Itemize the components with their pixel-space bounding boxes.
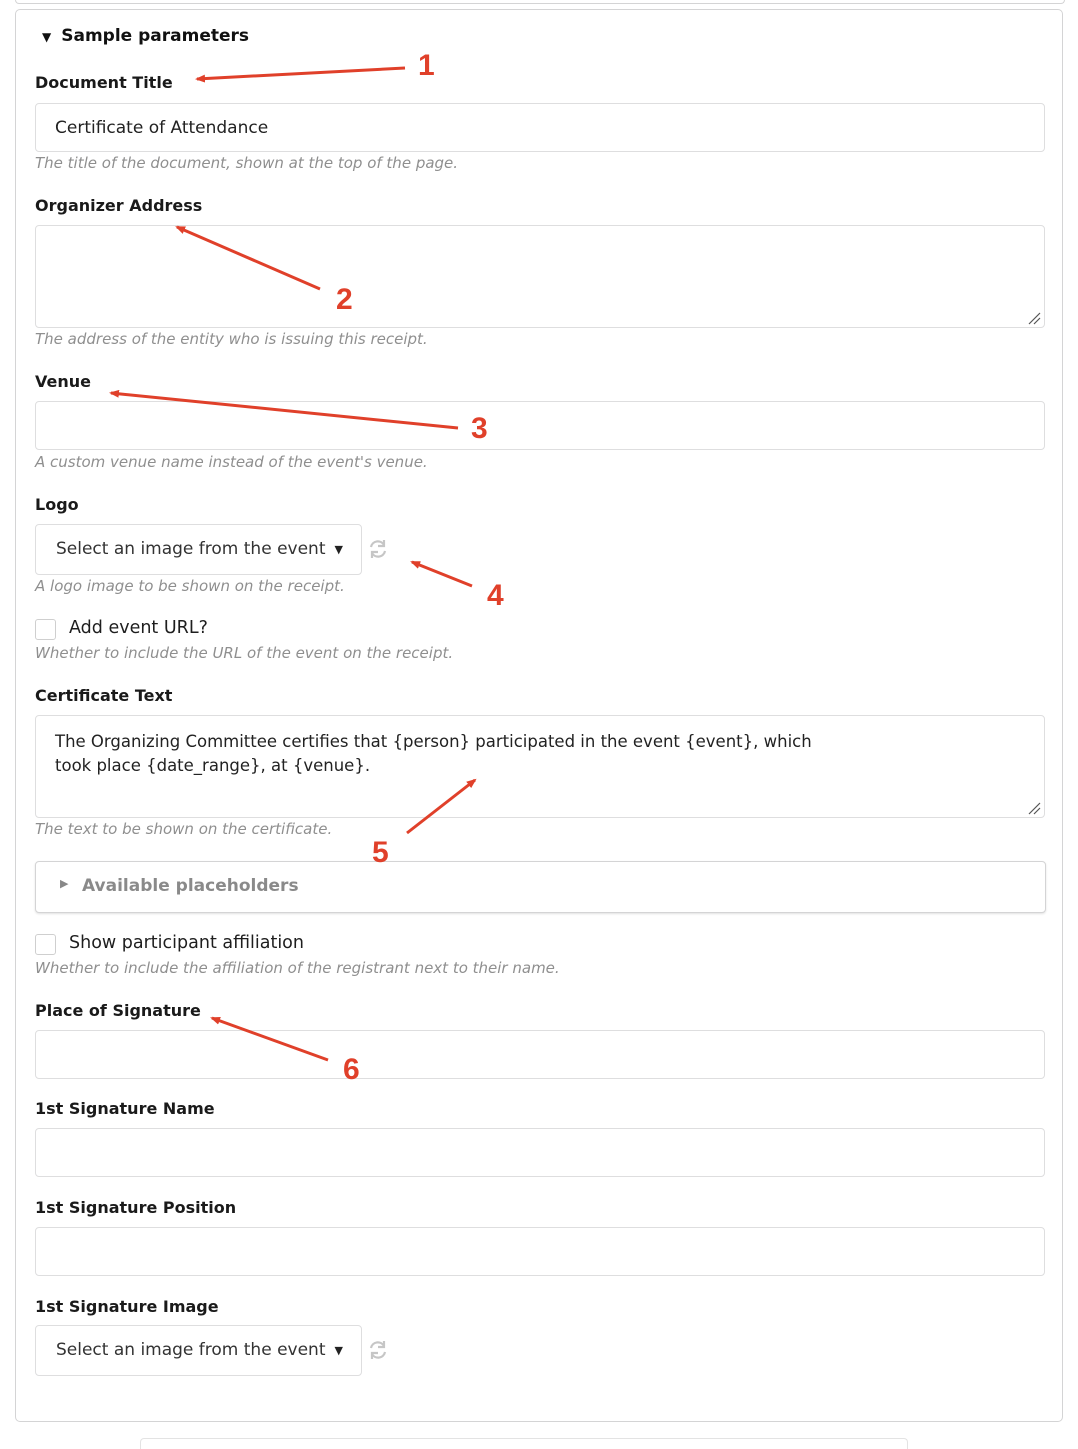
- annotation-arrow-1: [197, 68, 405, 79]
- annotation-arrow-2: [177, 227, 320, 289]
- annotation-arrow-6: [212, 1018, 328, 1060]
- sig1-name-label: 1st Signature Name: [35, 1099, 215, 1118]
- logo-label: Logo: [35, 495, 79, 514]
- venue-label: Venue: [35, 372, 91, 391]
- annotation-number-6: 6: [343, 1053, 360, 1086]
- annotation-number-4: 4: [487, 579, 504, 612]
- document-title-hint: The title of the document, shown at the top of the page.: [35, 154, 459, 172]
- caret-right-icon: ▶: [60, 877, 69, 890]
- certificate-text-line-1: The Organizing Committee certifies that {person} participated in the event {event}, which: [55, 732, 812, 751]
- section-title: Sample parameters: [61, 26, 250, 46]
- annotation-number-1: 1: [418, 49, 435, 82]
- annotation-number-2: 2: [336, 283, 353, 316]
- certificate-text-line-2: took place {date_range}, at {venue}.: [55, 756, 371, 775]
- show-affiliation-label[interactable]: Show participant affiliation: [69, 933, 304, 953]
- venue-hint: A custom venue name instead of the event's venue.: [35, 453, 428, 471]
- caret-down-icon: ▼: [42, 30, 52, 44]
- dropdown-arrow-icon: ▼: [334, 1344, 343, 1357]
- annotation-arrow-3: [111, 393, 458, 428]
- place-of-signature-label: Place of Signature: [35, 1001, 201, 1020]
- dropdown-arrow-icon: ▼: [334, 543, 343, 556]
- certificate-text-hint: The text to be shown on the certificate.: [35, 820, 333, 838]
- logo-dropdown-value: Select an image from the event: [56, 539, 326, 559]
- available-placeholders-title: Available placeholders: [82, 876, 299, 896]
- add-event-url-hint: Whether to include the URL of the event on the receipt.: [35, 644, 454, 662]
- sig1-position-label: 1st Signature Position: [35, 1198, 237, 1217]
- annotation-number-3: 3: [471, 412, 488, 445]
- add-event-url-label[interactable]: Add event URL?: [69, 618, 208, 638]
- organizer-address-label: Organizer Address: [35, 196, 203, 215]
- certificate-text-label: Certificate Text: [35, 686, 173, 705]
- logo-hint: A logo image to be shown on the receipt.: [35, 577, 345, 595]
- organizer-address-hint: The address of the entity who is issuing this receipt.: [35, 330, 428, 348]
- annotation-number-5: 5: [372, 836, 389, 869]
- sig1-image-dropdown-value: Select an image from the event: [56, 1340, 326, 1360]
- show-affiliation-hint: Whether to include the affiliation of the registrant next to their name.: [35, 959, 560, 977]
- annotation-arrow-5: [407, 780, 475, 833]
- sig1-image-label: 1st Signature Image: [35, 1297, 219, 1316]
- annotation-arrow-4: [412, 562, 472, 586]
- document-title-label: Document Title: [35, 73, 173, 92]
